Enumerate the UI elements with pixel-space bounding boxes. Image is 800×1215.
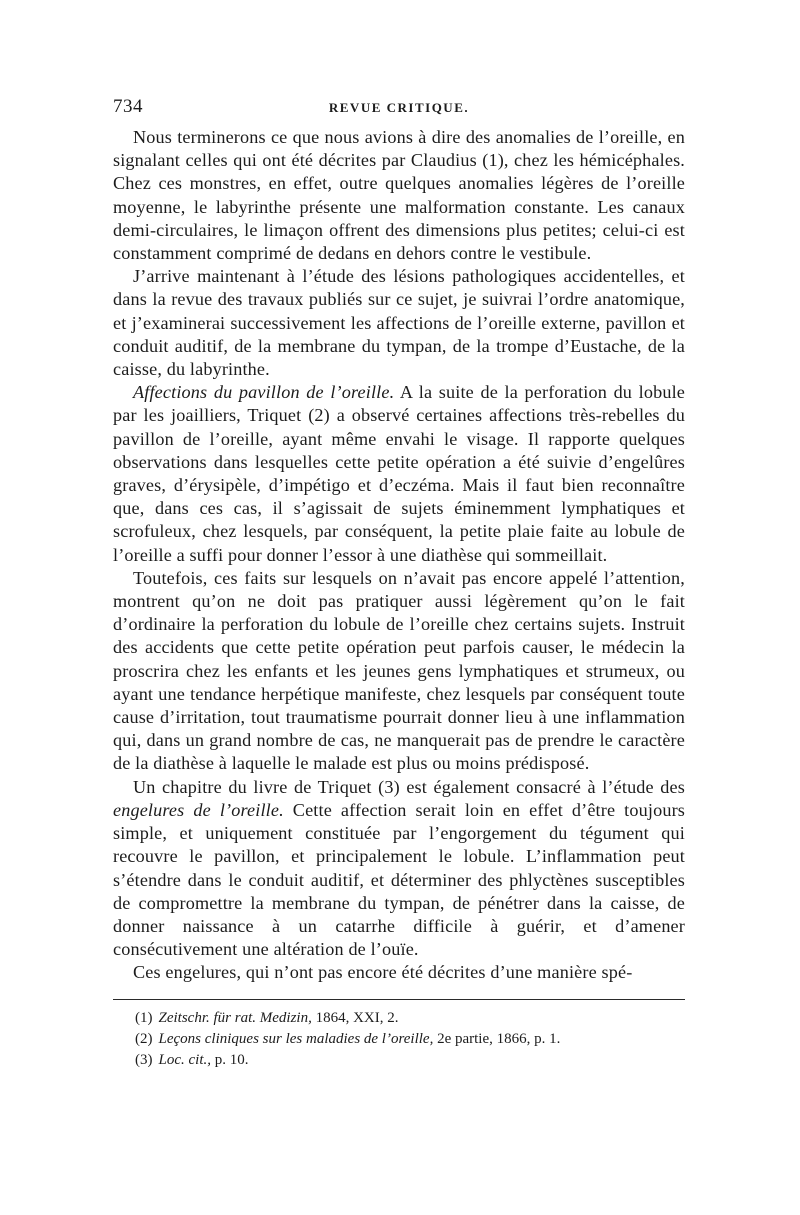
running-head bbox=[113, 96, 685, 122]
paragraph-1: Nous terminerons ce que nous avions à dire des anomalies de l’oreille, en signalant celles qui ont été décrites par Claudius (1), chez les hémicéphales. Chez ces monstres, en effet, outre quelques anomalies légères de l’oreille moyenne, le labyrinthe présente une malformation constante. Les canaux demi-circulaires, le limaçon offrent des dimensions plus petites; celui-ci est constamment comprimé de dedans en dehors contre le vestibule. bbox=[113, 127, 685, 264]
paragraph-2: J’arrive maintenant à l’étude des lésions pathologiques accidentelles, et dans la revue des travaux publiés sur ce sujet, je suivrai l’ordre anatomique, et j’examinerai successivement les affections de l’oreille externe, pavillon et conduit auditif, de la membrane du tympan, de la trompe d’Eustache, de la caisse, du labyrinthe. bbox=[113, 266, 685, 380]
footnote-3 bbox=[135, 1050, 685, 1071]
paragraph-5-italic: engelures de l’oreille. bbox=[113, 799, 284, 820]
footnote-2 bbox=[135, 1029, 685, 1050]
paragraph-5 bbox=[113, 776, 685, 962]
paragraph-3-text: A la suite de la perforation du lobule par les joailliers, Triquet (2) a observé certaines affections très-rebelles du pavillon de l’oreille, ayant même envahi le visage. Il rapporte quelques observations dans lesquelles cette petite opération a été suivie d’engelûres graves, d’érysipèle, d’impétigo et d’eczéma. Mais il faut bien reconnaître que, dans ces cas, il s’agissait de sujets éminemment lymphatiques et scrofuleux, chez lesquels, par conséquent, la petite plaie faite au lobule de l’oreille a suffi pour donner l’essor à une diathèse qui sommeillait. bbox=[113, 382, 685, 565]
page bbox=[113, 96, 685, 1071]
section-heading: Affections du pavillon de l’oreille. bbox=[133, 382, 395, 403]
footnote-number: (1) bbox=[135, 1009, 153, 1026]
footnotes bbox=[113, 1008, 685, 1071]
footnote-details: p. 10. bbox=[211, 1051, 249, 1068]
paragraph-5-post: Cette affection serait loin en effet d’être toujours simple, et uniquement constituée par l’engorgement du tégument qui recouvre le pavillon, et principalement le lobule. L’inflammation peut s’étendre dans le conduit auditif, et déterminer des phlyctènes susceptibles de compromettre la membrane du tympan, de pénétrer dans la caisse, de donner naissance à un catarrhe difficile à guérir, et d’amener consécutivement une altération de l’ouïe. bbox=[113, 799, 685, 960]
footnote-details: 1864, XXI, 2. bbox=[311, 1009, 399, 1026]
body-text bbox=[113, 126, 685, 985]
footnote-1 bbox=[135, 1008, 685, 1029]
paragraph-3 bbox=[113, 381, 685, 567]
footnote-citation: Leçons cliniques sur les maladies de l’oreille, bbox=[158, 1030, 434, 1047]
footnote-details: 2e partie, 1866, p. 1. bbox=[433, 1030, 561, 1047]
footnote-citation: Zeitschr. für rat. Medizin, bbox=[158, 1009, 312, 1026]
footnote-number: (3) bbox=[135, 1051, 153, 1068]
footnote-citation: Loc. cit., bbox=[158, 1051, 211, 1068]
footnote-rule bbox=[113, 999, 685, 1000]
paragraph-5-pre: Un chapitre du livre de Triquet (3) est également consacré à l’étude des bbox=[133, 776, 685, 797]
page-number: 734 bbox=[113, 96, 143, 117]
footnote-number: (2) bbox=[135, 1030, 153, 1047]
paragraph-6: Ces engelures, qui n’ont pas encore été décrites d’une manière spé- bbox=[133, 962, 633, 983]
paragraph-4: Toutefois, ces faits sur lesquels on n’avait pas encore appelé l’attention, montrent qu’on ne doit pas pratiquer aussi légèrement qu’on le fait d’ordinaire la perforation du lobule de l’oreille chez certains sujets. Instruit des accidents que cette petite opération peut parfois causer, le médecin la proscrira chez les enfants et les jeunes gens lymphatiques et strumeux, ou ayant une tendance herpétique manifeste, chez lesquels par conséquent toute cause d’irritation, tout traumatisme pourrait donner lieu à une inflammation qui, dans un grand nombre de cas, ne manquerait pas de prendre le caractère de la diathèse à laquelle le malade est plus ou moins prédisposé. bbox=[113, 567, 685, 774]
running-title: REVUE CRITIQUE. bbox=[328, 100, 470, 115]
